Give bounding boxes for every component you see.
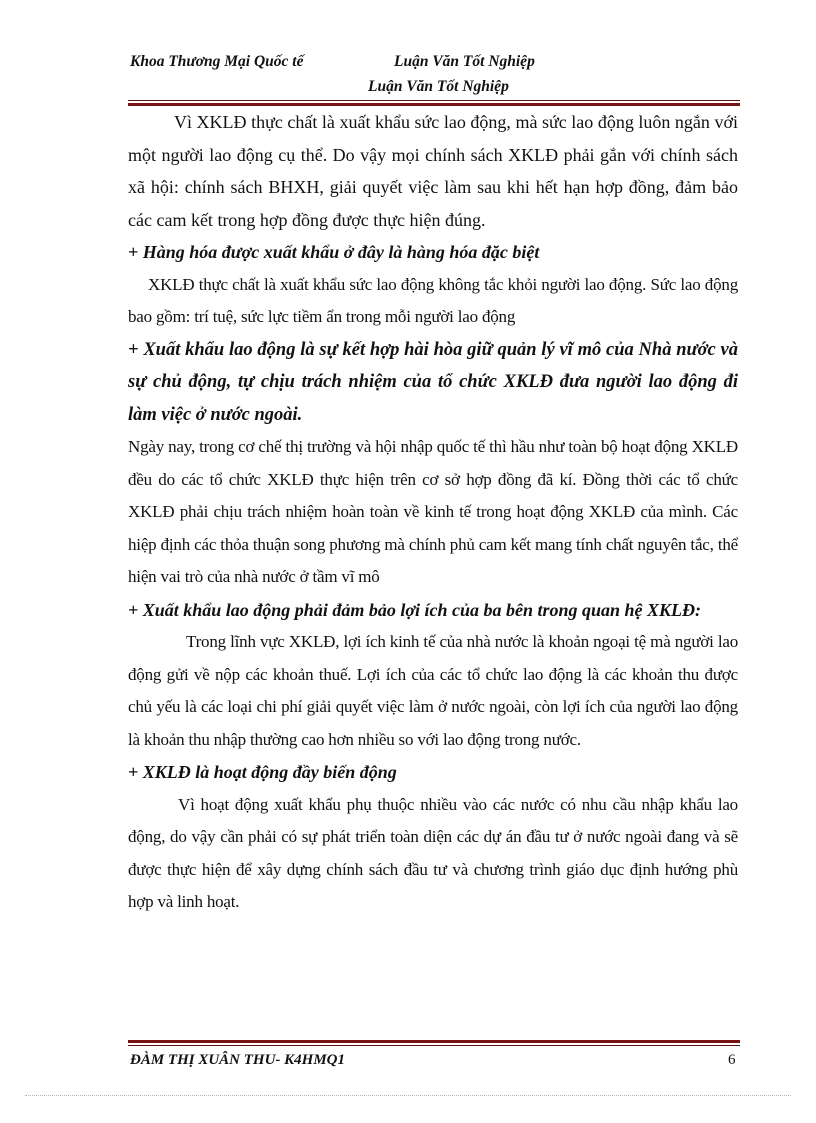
heading-1: + Hàng hóa được xuất khẩu ở đây là hàng hóa đặc biệt [128,242,540,262]
paragraph-2: XKLĐ thực chất là xuất khẩu sức lao động không tắc khỏi người lao động. Sức lao động bao gồm: trí tuệ, sức lực tiềm ẩn trong mỗi người lao động [128,274,738,326]
paragraph-4: Trong lĩnh vực XKLĐ, lợi ích kinh tế của nhà nước là khoản ngoại tệ mà người lao động gửi về nộp các khoản thuế. Lợi ích của các tổ chức lao động là các khoản thu được chủ yếu là các loại chi phí giải quyết việc làm ở nước ngoài, còn lợi ích của người lao động là khoản thu nhập thường cao hơn nhiều so với lao động trong nước. [128,632,738,749]
paragraph-1: Vì XKLĐ thực chất là xuất khẩu sức lao động, mà sức lao động luôn ngắn với một người lao động cụ thể. Do vậy mọi chính sách XKLĐ phải gắn với chính sách xã hội: chính sách BHXH, giải quyết việc làm sau khi hết hạn hợp đồng, đảm bảo các cam kết trong hợp đồng được thực hiện đúng. [128,112,738,230]
heading-3: + Xuất khẩu lao động phải đảm bảo lợi ích của ba bên trong quan hệ XKLĐ: [128,599,702,620]
header-faculty: Khoa Thương Mại Quốc tế [130,53,304,70]
paragraph-3: Ngày nay, trong cơ chế thị trường và hội nhập quốc tế thì hầu như toàn bộ hoạt động XKLĐ đều do các tổ chức XKLĐ thực hiện trên cơ sở hợp đồng đã kí. Đồng thời các tổ chức XKLĐ phải chịu trách nhiệm hoàn toàn về kinh tế trong hoạt động XKLĐ của mình. Các hiệp định các thỏa thuận song phương mà chính phủ cam kết mang tính chất nguyên tắc, thể hiện vai trò của nhà nước ở tầm vĩ mô [128,437,738,586]
footer-author: ĐÀM THỊ XUÂN THU- K4HMQ1 [130,1052,346,1068]
heading-4: + XKLĐ là hoạt động đầy biến động [128,762,397,782]
header-subtitle: Luận Văn Tốt Nghiệp [368,78,509,95]
paragraph-5: Vì hoạt động xuất khẩu phụ thuộc nhiều vào các nước có nhu cầu nhập khẩu lao động, do vậy cần phải có sự phát triển toàn diện các dự án đầu tư ở nước ngoài đang và sẽ được thực hiện để xây dựng chính sách đầu tư và chương trình giáo dục định hướng phù hợp và linh hoạt. [128,794,738,911]
footer-rule [128,1040,740,1046]
page-break-line [25,1095,791,1096]
header-title: Luận Văn Tốt Nghiệp [394,53,535,70]
heading-2: + Xuất khẩu lao động là sự kết hợp hài hòa giữ quản lý vĩ mô của Nhà nước và sự chủ động, tự chịu trách nhiệm của tổ chức XKLĐ đưa người lao động đi làm việc ở nước ngoài. [128,339,738,425]
body-text [128,106,738,919]
page-number: 6 [728,1052,736,1068]
